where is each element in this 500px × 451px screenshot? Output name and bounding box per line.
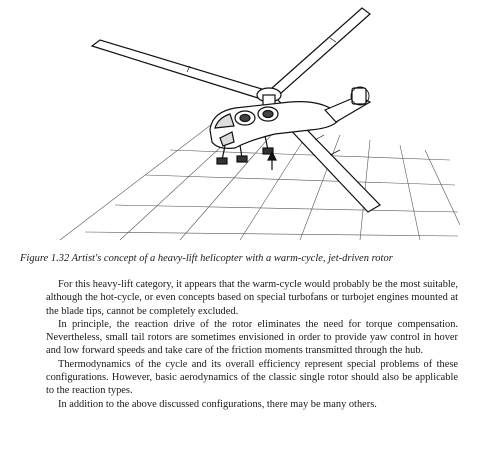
paragraph: For this heavy-lift category, it appears that the warm-cycle would probably be the most suitable, although the hot-cycle, or even concepts based on special turbofans or turbojet engines mounted at the blade tips, cannot be completely excluded. bbox=[46, 279, 458, 317]
body-text bbox=[46, 278, 458, 411]
scale-figure bbox=[268, 152, 276, 170]
tail-section bbox=[325, 87, 370, 122]
figure-caption: Figure 1.32 Artist's concept of a heavy-lift helicopter with a warm-cycle, jet-driven rotor bbox=[20, 253, 393, 264]
helicopter-drawing bbox=[40, 0, 460, 240]
paragraph: In addition to the above discussed configurations, there may be many others. bbox=[58, 398, 377, 410]
helicopter-illustration bbox=[40, 0, 460, 240]
paragraph: In principle, the reaction drive of the rotor eliminates the need for torque compensation. Nevertheless, small tail rotors are sometimes envisioned in order to provide yaw control in hover and low forward speeds and take care of the friction moments transmitted through the hub. bbox=[46, 318, 458, 357]
paragraph: Thermodynamics of the cycle and its overall efficiency represent special problems of these configurations. However, basic aerodynamics of the classic single rotor should also be applicable to the reaction types. bbox=[46, 358, 458, 397]
